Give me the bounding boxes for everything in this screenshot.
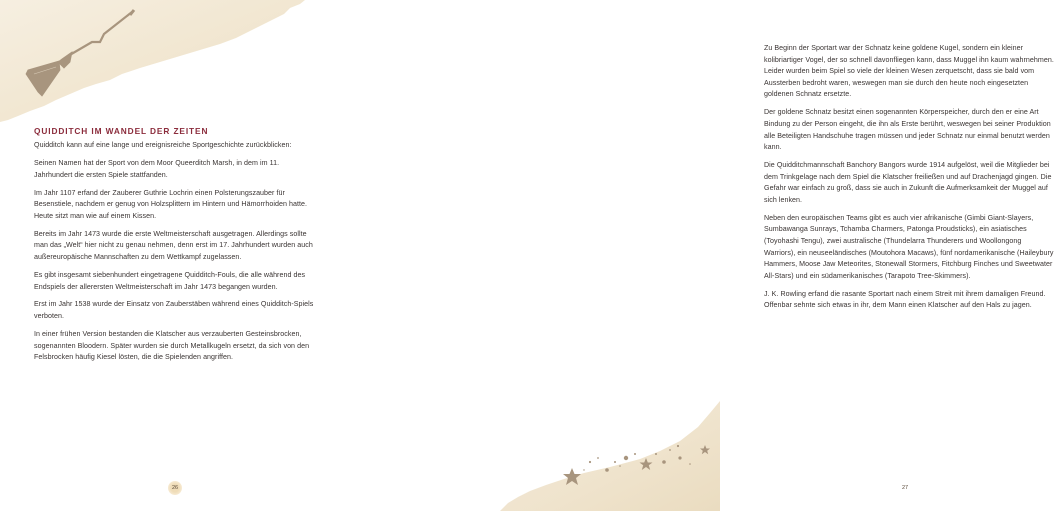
paragraph: J. K. Rowling erfand die rasante Sportart nach einem Streit mit ihrem damaligen Freund. Offenbar sehnte sich etwas in ihr, dem Mann einen Klatscher auf den Hals zu jagen. xyxy=(764,289,1046,310)
left-page xyxy=(0,0,360,511)
paragraph: Die Quidditchmannschaft Banchory Bangors wurde 1914 aufgelöst, weil die Mitglieder bei dem Trinkgelage nach dem Spiel die Klatscher freiließen und auf Drachenjagd gingen. Die Gefahr war einfach zu groß, dass sie auch in Zukunft die Aufmerksamkeit der Muggel auf sich lenken. xyxy=(764,161,1052,204)
left-page-content xyxy=(34,126,316,370)
paragraph: Quidditch kann auf eine lange und ereignisreiche Sportgeschichte zurückblicken: xyxy=(34,141,292,149)
paragraph: Der goldene Schnatz besitzt einen sogenannten Körperspeicher, durch den er eine Art Bindung zu der Person eingeht, die ihn als Erste berührt, weswegen bei seiner Produktion alle Beteiligten Handschuhe tragen müssen und jeder Schnatz nur einmal benutzt werden kann. xyxy=(764,108,1051,152)
paragraph: Neben den europäischen Teams gibt es auch vier afrikanische (Gimbi Giant-Slayers, Sumbawanga Sunrays, Tchamba Charmers, Patonga Proudsticks), ein asiatisches (Toyohashi Tengu), zwei australische (Thundelarra Thunderers und Woollongong Warriors), ein neuseeländisches (Moutohora Macaws), fünf nordamerikanische (Haileybury Hammers, Moose Jaw Meteorites, Stonewall Stormers, Fitchburg Finches und Sweetwater All-Stars) und ein südamerikanisches (Tarapoto Tree-Skimmers). xyxy=(764,213,1054,280)
paragraph: Im Jahr 1107 erfand der Zauberer Guthrie Lochrin einen Polsterungszauber für Besenstiele, nachdem er genug von Holzsplittern im Hintern und Hämorrhoiden hatte. Heute sitzt man wie auf einem Kissen. xyxy=(34,188,308,220)
paragraph: Es gibt insgesamt siebenhundert eingetragene Quidditch-Fouls, die alle während des Endspiels der allerersten Weltmeisterschaft im Jahr 1473 begangen wurden. xyxy=(34,270,306,291)
paragraph: Erst im Jahr 1538 wurde der Einsatz von Zauberstäben während eines Quidditch-Spiels verboten. xyxy=(34,300,314,321)
paragraph: Bereits im Jahr 1473 wurde die erste Weltmeisterschaft ausgetragen. Allerdings sollte man das „Welt“ hier nicht zu genau nehmen, denn erst im 17. Jahrhundert wurden auch außereuropäische Mannschaften zu dem Wettkampf zugelassen. xyxy=(34,229,313,261)
paragraph: Zu Beginn der Sportart war der Schnatz keine goldene Kugel, sondern ein kleiner kolibriartiger Vogel, der so schnell davonfliegen kann, dass Muggel ihn kaum wahrnehmen. Leider wurden beim Spiel so viele der kleinen Wesen zerquetscht, dass sie bald vom Aussterben bedroht waren, weswegen man sie durch den heute noch eingesetzten goldenen Schnatz ersetzte. xyxy=(764,44,1054,99)
right-page-content xyxy=(764,43,1054,318)
broom-icon xyxy=(12,4,137,99)
paragraph: In einer frühen Version bestanden die Klatscher aus verzauberten Gesteinsbrocken, sogenannten Bloodern. Später wurden sie durch Metallkugeln ersetzt, da sich von den Felsbrocken häufig Kiesel lösten, die die Spielenden angriffen. xyxy=(34,330,310,362)
page-number: 27 xyxy=(898,481,912,495)
right-page xyxy=(360,0,1054,511)
page-number: 26 xyxy=(168,481,182,495)
stars-icon xyxy=(560,440,720,490)
section-heading: QUIDDITCH IM WANDEL DER ZEITEN xyxy=(34,126,209,136)
paragraph: Seinen Namen hat der Sport von dem Moor Queerditch Marsh, in dem im 11. Jahrhundert die ersten Spiele stattfanden. xyxy=(34,158,280,179)
